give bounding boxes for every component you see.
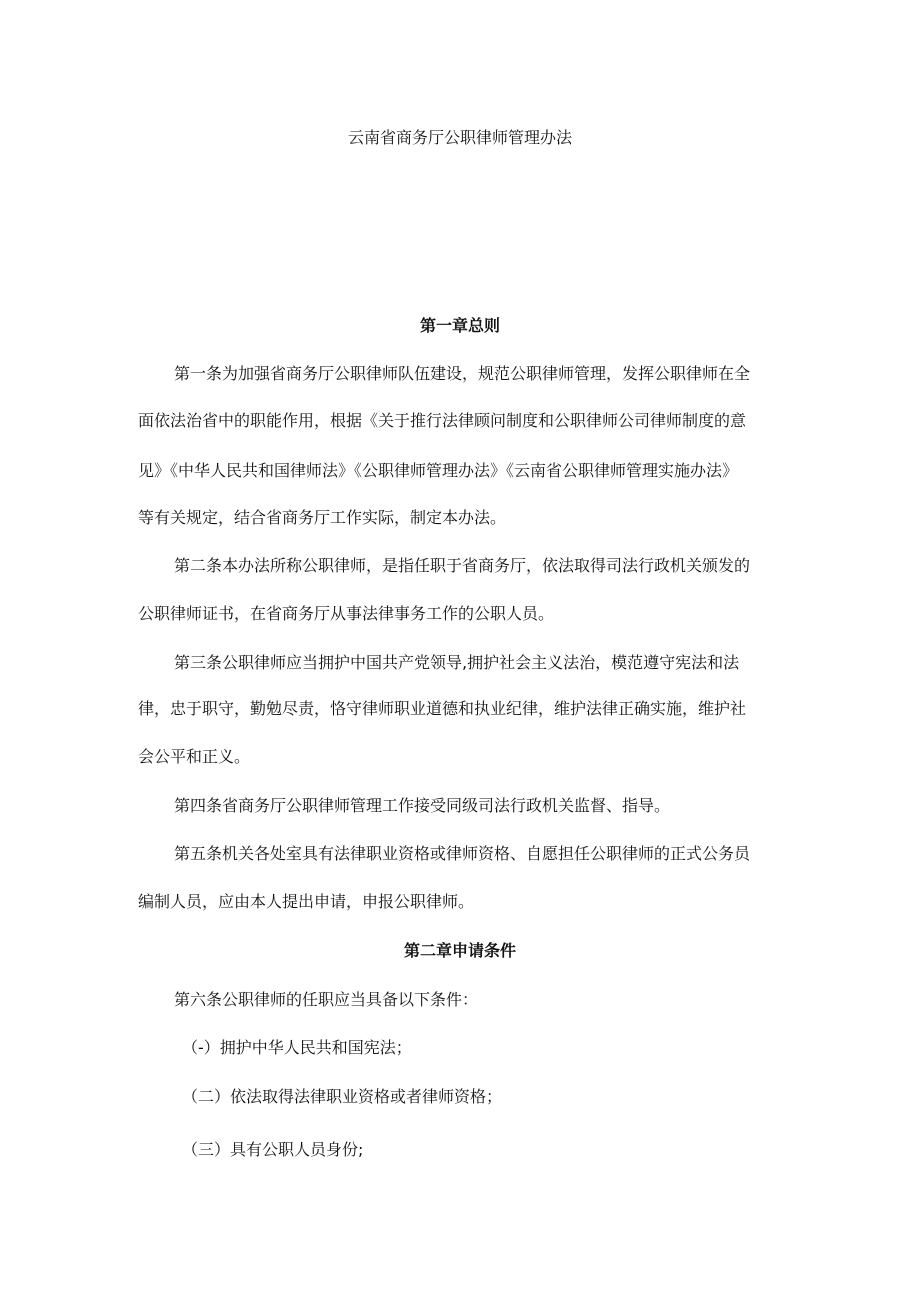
article-1-line-4: 等有关规定，结合省商务厅工作实际，制定本办法。 xyxy=(138,508,507,527)
condition-1: （-）拥护中华人民共和国宪法； xyxy=(182,1038,412,1057)
article-4: 第四条省商务厅公职律师管理工作接受同级司法行政机关监督、指导。 xyxy=(174,796,671,815)
article-5-line-2: 编制人员，应由本人提出申请，申报公职律师。 xyxy=(138,892,475,911)
article-1-line-1: 第一条为加强省商务厅公职律师队伍建设，规范公职律师管理，发挥公职律师在全 xyxy=(174,364,751,383)
article-3-line-1: 第三条公职律师应当拥护中国共产党领导,拥护社会主义法治，模范遵守宪法和法 xyxy=(174,653,740,672)
article-1-line-2: 面依法治省中的职能作用，根据《关于推行法律顾问制度和公职律师公司律师制度的意 xyxy=(138,411,747,430)
condition-2: （二）依法取得法律职业资格或者律师资格； xyxy=(182,1087,503,1106)
article-1-line-3: 见》《中华人民共和国律师法》《公职律师管理办法》《云南省公职律师管理实施办法》 xyxy=(138,461,739,480)
document-title: 云南省商务厅公职律师管理办法 xyxy=(347,128,572,147)
article-6: 第六条公职律师的任职应当具备以下条件： xyxy=(174,990,479,1009)
chapter-2-heading: 第二章申请条件 xyxy=(403,941,516,960)
article-2-line-1: 第二条本办法所称公职律师，是指任职于省商务厅，依法取得司法行政机关颁发的 xyxy=(174,556,751,575)
chapter-1-heading: 第一章总则 xyxy=(419,316,500,335)
article-2-line-2: 公职律师证书，在省商务厅从事法律事务工作的公职人员。 xyxy=(138,604,555,623)
article-5-line-1: 第五条机关各处室具有法律职业资格或律师资格、自愿担任公职律师的正式公务员 xyxy=(174,844,751,863)
article-3-line-3: 会公平和正义。 xyxy=(138,747,251,766)
condition-3: （三）具有公职人员身份; xyxy=(182,1140,364,1159)
article-3-line-2: 律，忠于职守，勤勉尽责，恪守律师职业道德和执业纪律，维护法律正确实施，维护社 xyxy=(138,699,747,718)
